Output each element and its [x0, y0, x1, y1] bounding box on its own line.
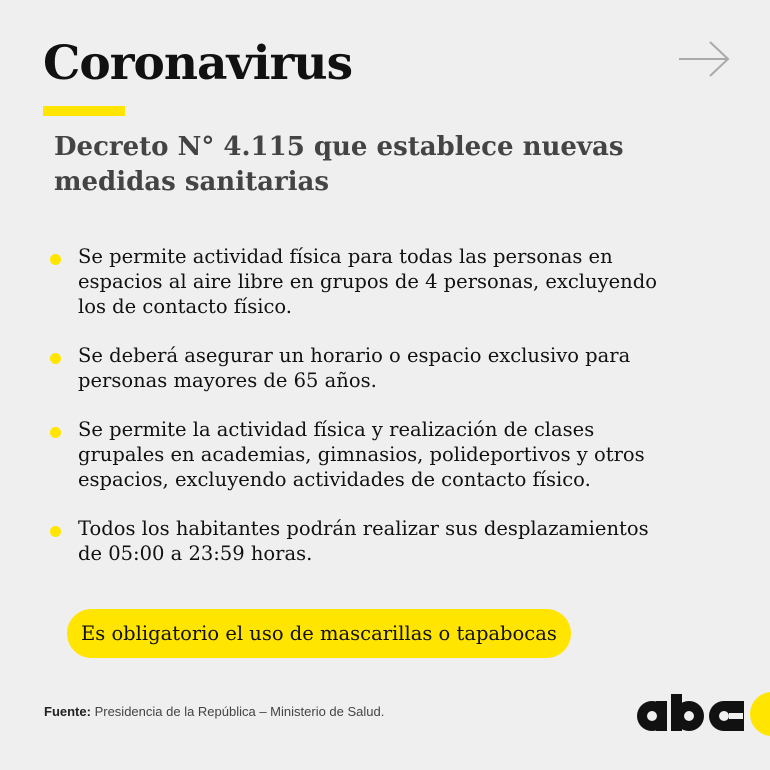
bullet-dot-icon: [50, 526, 61, 537]
bullet-dot-icon: [50, 427, 61, 438]
decree-subtitle: Decreto N° 4.115 que establece nuevas medidas sanitarias: [54, 132, 624, 197]
arrow-right-icon[interactable]: [678, 40, 730, 78]
page-title: Coronavirus: [43, 36, 353, 91]
measures-list: [45, 244, 685, 590]
list-item: [45, 343, 685, 393]
list-item-text: Se permite actividad física para todas las personas en espacios al aire libre en grupos de 4 personas, excluyendo los de contacto físico.: [78, 245, 657, 318]
list-item: [45, 516, 685, 566]
mask-mandatory-badge: Es obligatorio el uso de mascarillas o tapabocas: [67, 609, 571, 658]
abc-logo: [626, 692, 770, 736]
source-label: Fuente:: [44, 704, 91, 719]
source-note: [44, 704, 384, 719]
title-underline: [43, 106, 125, 116]
bullet-dot-icon: [50, 353, 61, 364]
bullet-dot-icon: [50, 254, 61, 265]
list-item-text: Todos los habitantes podrán realizar sus desplazamientos de 05:00 a 23:59 horas.: [78, 517, 649, 565]
list-item: [45, 417, 685, 492]
list-item-text: Se deberá asegurar un horario o espacio exclusivo para personas mayores de 65 años.: [78, 344, 631, 392]
source-text: Presidencia de la República – Ministerio de Salud.: [94, 704, 385, 719]
list-item: [45, 244, 685, 319]
list-item-text: Se permite la actividad física y realización de clases grupales en academias, gimnasios, polideportivos y otros espacios, excluyendo actividades de contacto físico.: [78, 418, 645, 491]
